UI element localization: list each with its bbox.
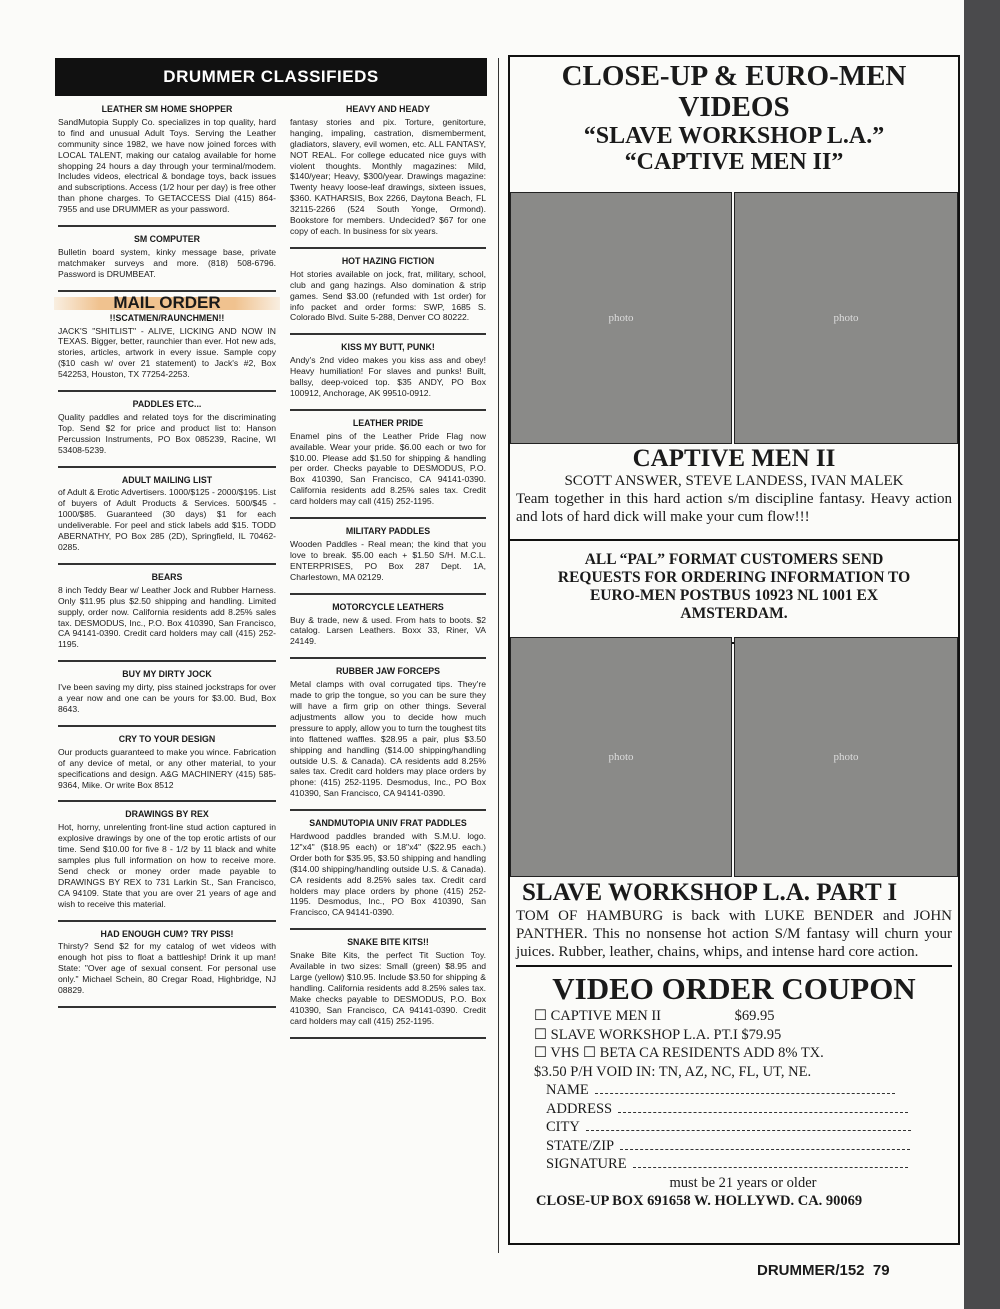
classified-ad [58,734,276,803]
ad-title: CLOSE-UP & EURO-MEN VIDEOS [561,60,907,123]
classified-ad [290,104,486,249]
ad-subtitle-1: “SLAVE WORKSHOP L.A.” [583,123,885,149]
name-field[interactable]: NAME [516,1081,952,1100]
classified-ad [290,418,486,519]
ad-body: SandMutopia Supply Co. specializes in top quality, hard to find and unusual Adult Toys. Serving the Leather community since 1982, we have now joined forces with LOCAL TALENT, making our catalog available for home shopping 24 hours a day through your terminal/modem. Includes videos, electrical & bondage toys, back issues and subscriptions. Access (1/2 hour per day) is free other than phone charges. To GETACCESS Dial (415) 864-7955 and use DRUMMER as your password. [58,116,276,215]
ad-title: SANDMUTOPIA UNIV FRAT PADDLES [309,818,467,829]
state-zip-field[interactable]: STATE/ZIP [516,1137,952,1156]
classifieds-column-2 [290,104,486,1046]
ad-title: MOTORCYCLE LEATHERS [332,601,444,612]
classified-ad [290,818,486,930]
classified-ad [58,475,276,565]
ad-title: BUY MY DIRTY JOCK [122,669,212,680]
order-coupon [516,965,952,1211]
ad-title: MILITARY PADDLES [345,526,431,537]
ad-title: CRY TO YOUR DESIGN [118,733,216,744]
ad-body: of Adult & Erotic Advertisers. 1000/$125 - 2000/$195. List of buyers of Adult Products & Services. 500/$45 - 1000/$85. Guaranteed (30 days) $1 for each undeliverable. For peel and stick labels add $15. TODD ABERNATHY, PO Box 285 (2D), Springfield, IL 70462-0285. [58,487,276,552]
ad-body: Metal clamps with oval corrugated tips. They're made to grip the tongue, so you can be sure they will have a firm grip on other things. Several adjustments allow you to decide how much pressure to apply, allow you to turn the toughest tits into flattened waffles. $28.95 a pair, plus $3.50 shipping and handling ($14.00 shipping/handling outside U.S. & Canada). CA residents add 8.25% sales tax. Credit card holders may place orders by phone: (415) 252-1195. Desmodus, Inc., PO Box 410390, San Francisco, CA 94141-0390. [290,679,486,799]
pal-notice: ALL “PAL” FORMAT CUSTOMERS SEND REQUESTS FOR ORDERING INFORMATION TO EURO-MEN POSTBUS 10923 NL 1001 EX AMSTERDAM. [510,539,958,644]
ad-title: LEATHER PRIDE [352,417,424,428]
page-footer: DRUMMER/152 79 [757,1262,890,1279]
ad-body: Snake Bite Kits, the perfect Tit Suction Toy. Available in two sizes: Small (green) $8.95 and Large (yellow) $10.95. Include $3.50 for shipping & handling. California residents add 8.25% sales tax. Make checks payable to DESMODUS, P.O. Box 410390, San Francisco, CA 94141-0390. Credit card holders may call (415) 252-1195. [290,950,486,1026]
ad-body: Hot, horny, unrelenting front-line stud action captured in explosive drawings by one of the top erotic artists of our time. Send $10.00 for five 8 - 1/2 by 11 black and white samples plus full information on how to receive more. Send check or money order made payable to DRAWINGS BY REX to 731 Larkin St., San Francisco, CA 94109. State that you are over 21 years of age and wish to receive this material. [58,822,276,909]
classified-ad [58,809,276,921]
classifieds-column-1 [58,104,276,1015]
ad-title: SM COMPUTER [134,234,200,245]
ad-body: I've been saving my dirty, piss stained jockstraps for over a year now and one can be yours for $3.00. Bud, Box 8643. [58,682,276,714]
section-heading: MAIL ORDER [54,297,280,310]
ad-body: Bulletin board system, kinky message base, private matchmaker surveys and more. (818) 508-6796. Password is DRUMBEAT. [58,246,276,279]
ad-title: ADULT MAILING LIST [121,474,213,485]
classified-ad [290,526,486,595]
ad-body: Our products guaranteed to make you wince. Fabrication of any device of metal, or any other material, to your specifications and design. A&G MACHINERY (415) 585-9364, Mike. Or write Box 8512 [58,746,276,790]
ad-body: 8 inch Teddy Bear w/ Leather Jock and Rubber Harness. Only $11.95 plus $2.50 shipping and handling. Limited supply, order now. California residents add 8.25% sales tax. DESMODUS, Inc., P.O. Box 410390, San Francisco, CA 94141-0390. Credit card holders may call (415) 252-1195. [58,584,276,650]
classified-ad [290,342,486,411]
shipping-note: $3.50 P/H VOID IN: TN, AZ, NC, FL, UT, NE. [534,1063,812,1080]
classified-ad [290,937,486,1038]
classified-ad [58,292,276,392]
ad-body: JACK'S "SHITLIST" - ALIVE, LICKING AND NOW IN TEXAS. Bigger, better, raunchier than ever. Hot new ads, stories, articles, artwork in every issue. Sample copy ($10 cash w/ over 21 statement) to Jack's #2, Box 542253, Houston, TX 77254-2253. [58,325,276,380]
classified-ad [58,104,276,227]
coupon-title: VIDEO ORDER COUPON [552,971,916,1006]
ad-title: BEARS [151,571,183,582]
option-format[interactable]: ☐ VHS ☐ BETA CA RESIDENTS ADD 8% TX. [534,1045,824,1061]
photo-1: photo [510,192,732,444]
photo-2: photo [734,192,958,444]
photo-4: photo [734,637,958,877]
ad-title: KISS MY BUTT, PUNK! [341,342,435,353]
column-divider [498,58,499,1253]
ad-body: Thirsty? Send $2 for my catalog of wet videos with enough hot piss to float a battleship! Drink it up man! State: "Over age of sexual consent. For personal use only." Michael Schein, 80 Cregar Road, Highbridge, NJ 08829. [58,941,276,996]
mailing-address: CLOSE-UP BOX 691658 W. HOLLYWD. CA. 90069 [536,1193,863,1209]
captive-men-caption: CAPTIVE MEN II SCOTT ANSWER, STEVE LANDESS, IVAN MALEK Team together in this hard action s/m discipline fantasy. Heavy action and lots of hard dick will make your cum flow!!! [516,445,952,525]
ad-body: Wooden Paddles - Real mean; the kind that you love to break. $5.00 each + $1.50 S/H. M.C.L. ENTERPRISES, PO Box 287 Dept. 1A, Charlestown, MA 02129. [290,539,486,582]
slave-workshop-caption: SLAVE WORKSHOP L.A. PART I TOM OF HAMBURG is back with LUKE BENDER and JOHN PANTHER. This no nonsense hot action S/M fantasy will churn your juices. Rubber, leather, chains, whips, and intense hard core action. [516,879,952,960]
signature-field[interactable]: SIGNATURE [516,1155,952,1174]
age-note: must be 21 years or older [669,1174,817,1191]
ad-body: Enamel pins of the Leather Pride Flag now available. Wear your pride. $6.00 each or two for $10.00. Please add $1.50 for shipping & handling per order. Checks payable to DESMODUS, P.O. Box 410390, San Francisco, CA 94141-0390. California residents add 8.25% sales tax. Credit card holders may call (415) 252-1195. [290,430,486,507]
classified-ad [58,669,276,727]
classified-ad [290,666,486,811]
classified-ad [58,929,276,1008]
ad-title: HAD ENOUGH CUM? TRY PISS! [100,928,234,939]
address-field[interactable]: ADDRESS [516,1100,952,1119]
ad-body: Andy's 2nd video makes you kiss ass and obey! Heavy humiliation! For slaves and punks! Built, ballsy, deep-voiced top. $35 ANDY, PO Box 100912, Anchorage, AK 99510-0912. [290,355,486,398]
ad-body: Quality paddles and related toys for the discriminating Top. Send $2 for price and product list to: Hanson Percussion Instruments, PO Box 085239, Racine, WI 53408-5239. [58,411,276,455]
ad-title: HOT HAZING FICTION [341,255,435,266]
classified-ad [58,572,276,662]
ad-title: RUBBER JAW FORCEPS [335,666,441,677]
ad-title: LEATHER SM HOME SHOPPER [101,104,233,114]
ad-body: Buy & trade, new & used. From hats to boots. $2 catalog. Larsen Leathers. Boxx 33, Riner, VA 24149. [290,614,486,647]
classifieds-banner: DRUMMER CLASSIFIEDS [55,58,487,96]
ad-title: SNAKE BITE KITS!! [347,937,429,948]
ad-title: HEAVY AND HEADY [346,104,430,114]
ad-title: PADDLES ETC... [132,399,202,410]
classified-ad [290,256,486,335]
page-edge [964,0,1000,1309]
classified-ad [290,602,486,660]
classified-ad [58,399,276,468]
option-captive-men[interactable]: ☐ CAPTIVE MEN II $69.95 [534,1008,775,1024]
ad-subtitle-2: “CAPTIVE MEN II” [624,149,844,175]
ad-title: DRAWINGS BY REX [125,809,209,820]
video-advertisement [508,55,960,1245]
option-slave-workshop[interactable]: ☐ SLAVE WORKSHOP L.A. PT.I $79.95 [534,1026,782,1043]
ad-body: fantasy stories and pix. Torture, genitorture, hanging, impaling, castration, dismemberment, gladiators, slavery, evil women, etc. ALL FANTASY, NOT REAL. For college educated nice guys with violent thoughts. Monthly magazines: Mild, $140/year; Heavy, $300/year. Drawings magazine: Twenty heavy loose-leaf drawings, sixteen issues, $360. KATHARSIS, Box 2266, Daytona Beach, FL 32115-2266 (524 South Yonge, Ormond). Bookstore for members. Undecided? $67 for one copy of each. In business for six years. [290,116,486,236]
ad-body: Hardwood paddles branded with S.M.U. logo. 12"x4" ($18.95 each) or 18"x4" ($22.95 each.) Order both for $35.95, $3.50 shipping and handling ($14.00 shipping/handling outside U.S. & Canada). CA residents add 8.25% sales tax. Credit card holders may place orders by phone (415) 252-1195. Desmodus, Inc., PO Box 410390, San Francisco, CA 94141-0390. [290,831,486,918]
photo-3: photo [510,637,732,877]
classified-ad [58,234,276,292]
city-field[interactable]: CITY [516,1118,952,1137]
ad-body: Hot stories available on jock, frat, military, school, club and gang hazings. Also domination & strip games. Send $3.00 (refunded with 1st order) for info packet and order forms: SWP, 1685 S. Colorado Blvd. Suite 5-288, Denver CO 80222. [290,268,486,323]
ad-title: !!SCATMEN/RAUNCHMEN!! [109,312,225,323]
